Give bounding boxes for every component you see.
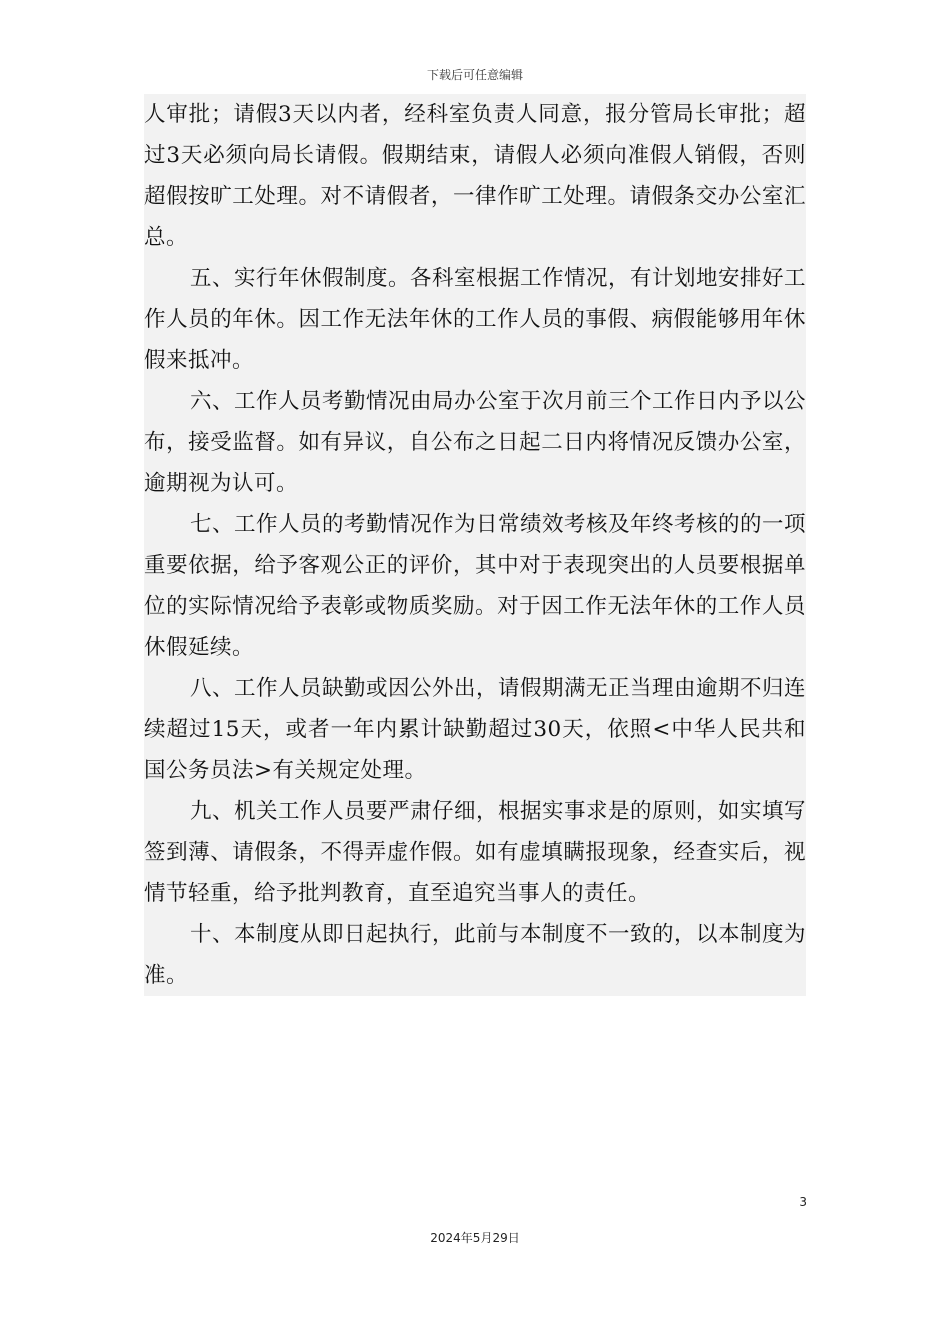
page-number: 3 [799, 1195, 807, 1209]
paragraph-item-10-effective-date: 十、本制度从即日起执行，此前与本制度不一致的，以本制度为准。 [144, 922, 807, 988]
document-body [144, 94, 806, 996]
page-header-note: 下载后可任意编辑 [426, 68, 523, 82]
paragraph-item-6-attendance-publication: 六、工作人员考勤情况由局办公室于次月前三个工作日内予以公布，接受监督。如有异议，自公布之日起二日内将情况反馈办公室，逾期视为认可。 [144, 389, 807, 496]
page-footer-date: 2024年5月29日 [430, 1231, 520, 1245]
paragraph-item-7-performance-evaluation: 七、工作人员的考勤情况作为日常绩效考核及年终考核的的一项重要依据，给予客观公正的评价，其中对于表现突出的人员要根据单位的实际情况给予表彰或物质奖励。对于因工作无法年休的工作人员休假延续。 [144, 512, 807, 660]
paragraph-continued-leave-approval: 人审批；请假3天以内者，经科室负责人同意，报分管局长审批；超过3天必须向局长请假。假期结束，请假人必须向准假人销假，否则超假按旷工处理。对不请假者，一律作旷工处理。请假条交办公室汇总。 [144, 102, 806, 250]
paragraph-item-5-annual-leave: 五、实行年休假制度。各科室根据工作情况，有计划地安排好工作人员的年休。因工作无法年休的工作人员的事假、病假能够用年休假来抵冲。 [144, 266, 807, 373]
paragraph-item-9-honest-records: 九、机关工作人员要严肃仔细，根据实事求是的原则，如实填写签到薄、请假条，不得弄虚作假。如有虚填瞒报现象，经查实后，视情节轻重，给予批判教育，直至追究当事人的责任。 [144, 799, 807, 906]
paragraph-item-8-absence-handling: 八、工作人员缺勤或因公外出，请假期满无正当理由逾期不归连续超过15天，或者一年内累计缺勤超过30天，依照<中华人民共和国公务员法>有关规定处理。 [144, 676, 807, 783]
